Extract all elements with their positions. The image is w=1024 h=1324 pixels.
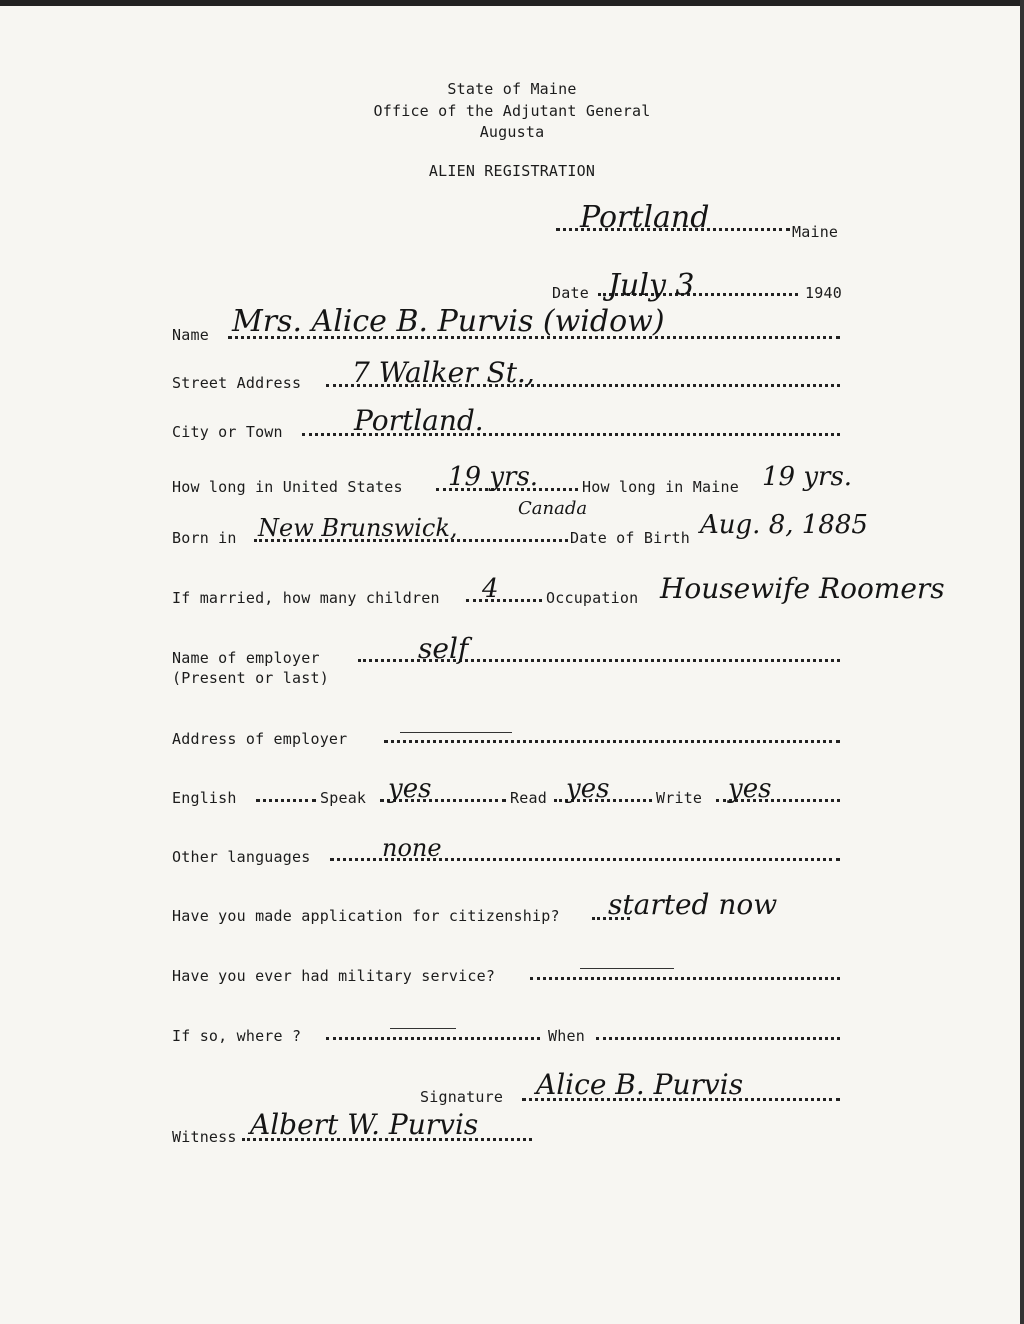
header-office: Office of the Adjutant General: [373, 102, 651, 120]
signature-value: Alice B. Purvis: [536, 1068, 744, 1101]
year-label: 1940: [805, 284, 842, 302]
where-dots: [326, 1037, 540, 1040]
name-label: Name: [172, 326, 209, 344]
military-dash: [580, 968, 674, 969]
speak-label: Speak: [320, 789, 367, 807]
employer-address-dots: [384, 740, 840, 743]
city-value: Portland.: [354, 404, 484, 437]
when-label: When: [548, 1027, 585, 1045]
city-header-value: Portland: [580, 200, 710, 235]
occupation-value: Housewife Roomers: [660, 572, 945, 605]
date-value: July 3: [608, 268, 695, 303]
header-city: Augusta: [479, 123, 545, 141]
born-in-value: New Brunswick,: [258, 514, 458, 542]
write-label: Write: [656, 789, 703, 807]
witness-label: Witness: [172, 1128, 237, 1146]
how-long-maine-label: How long in Maine: [582, 478, 739, 496]
form-title: ALIEN REGISTRATION: [428, 162, 596, 180]
street-value: 7 Walker St.,: [352, 356, 535, 389]
name-value: Mrs. Alice B. Purvis (widow): [232, 304, 665, 339]
where-dash: [390, 1028, 456, 1029]
dob-label: Date of Birth: [570, 529, 690, 547]
born-in-country: Canada: [518, 498, 588, 519]
employer-value: self: [418, 632, 469, 665]
military-label: Have you ever had military service?: [172, 967, 496, 985]
citizenship-label: Have you made application for citizenship?: [172, 907, 560, 925]
how-long-maine-value: 19 yrs.: [762, 462, 853, 492]
english-label: English: [172, 789, 237, 807]
citizenship-value: started now: [608, 888, 778, 921]
how-long-us-value: 19 yrs.: [448, 462, 539, 492]
speak-value: yes: [388, 774, 432, 804]
state-label: Maine: [792, 223, 839, 241]
other-languages-value: none: [382, 834, 442, 862]
read-value: yes: [566, 774, 610, 804]
other-languages-label: Other languages: [172, 848, 311, 866]
write-value: yes: [728, 774, 772, 804]
scan-edge-top: [0, 0, 1024, 6]
scan-edge-right: [1020, 0, 1024, 1324]
dob-value: Aug. 8, 1885: [700, 510, 868, 540]
how-long-us-label: How long in United States: [172, 478, 403, 496]
header-state: State of Maine: [447, 80, 577, 98]
date-label: Date: [552, 284, 589, 302]
city-label: City or Town: [172, 423, 283, 441]
children-label: If married, how many children: [172, 589, 440, 607]
employer-address-dash: [400, 732, 512, 733]
english-dots: [256, 799, 316, 802]
signature-label: Signature: [420, 1088, 504, 1106]
employer-label: Name of employer: [172, 649, 320, 667]
witness-value: Albert W. Purvis: [250, 1108, 479, 1141]
when-dots: [596, 1037, 840, 1040]
born-in-label: Born in: [172, 529, 237, 547]
employer-note: (Present or last): [172, 669, 329, 687]
read-label: Read: [510, 789, 547, 807]
where-label: If so, where ?: [172, 1027, 302, 1045]
occupation-label: Occupation: [546, 589, 639, 607]
employer-address-label: Address of employer: [172, 730, 348, 748]
children-value: 4: [482, 574, 499, 604]
military-dots: [530, 977, 840, 980]
street-label: Street Address: [172, 374, 302, 392]
children-dots: [466, 599, 542, 602]
